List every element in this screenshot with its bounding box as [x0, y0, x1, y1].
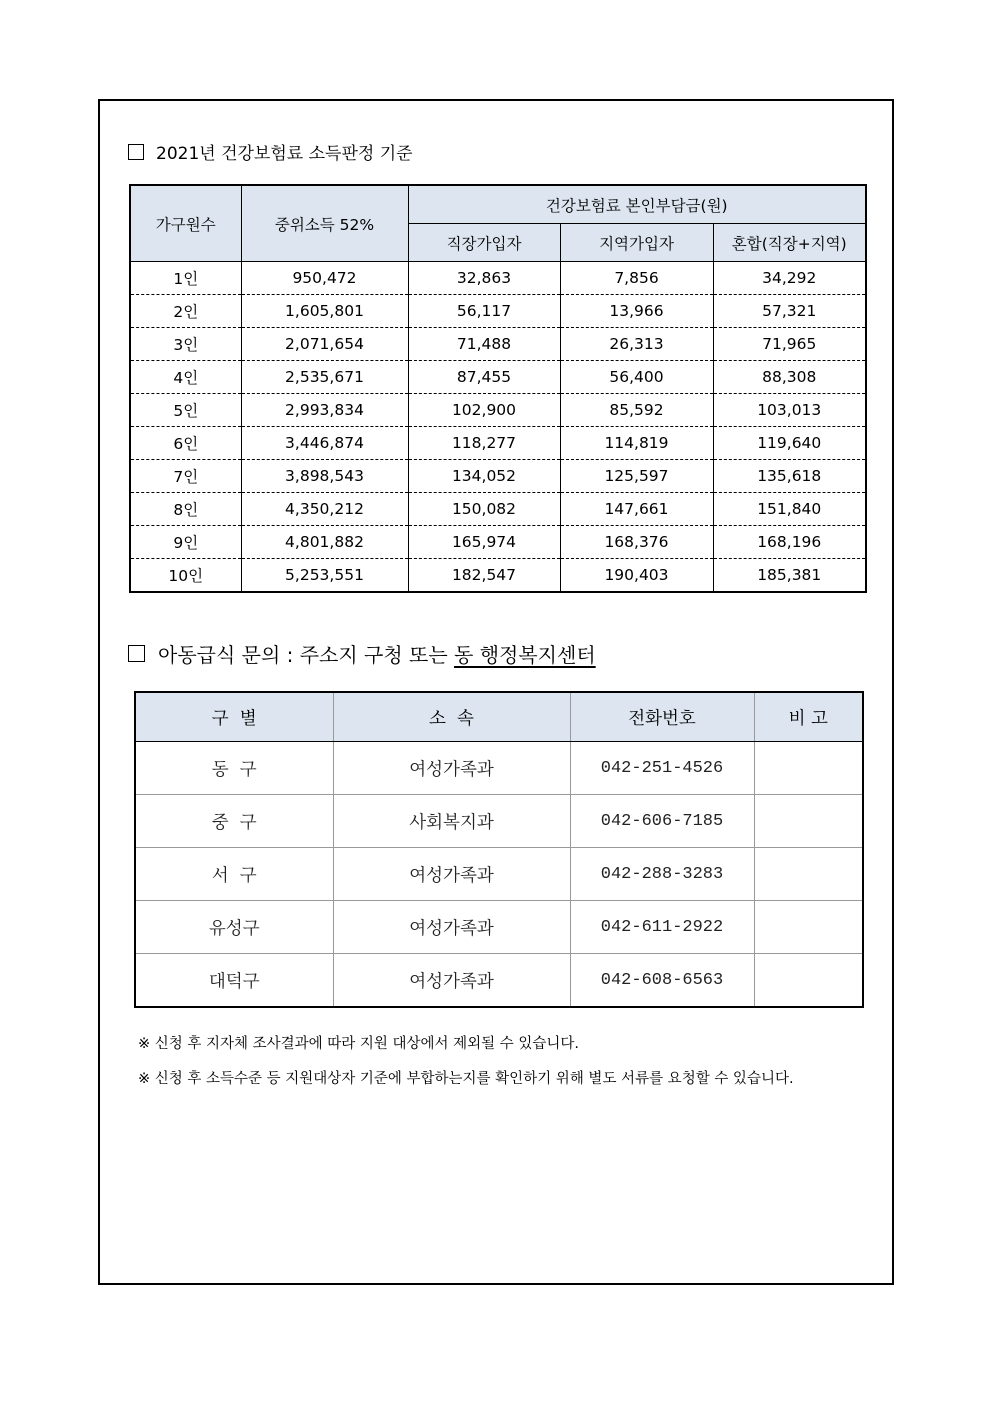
table-row [130, 328, 866, 361]
cell-workplace: 56,117 [408, 295, 560, 328]
cell-mixed: 34,292 [713, 262, 866, 295]
table-row [135, 954, 863, 1008]
header-household: 가구원수 [130, 185, 241, 262]
table-row [135, 901, 863, 954]
table-row [130, 493, 866, 526]
cell-household: 4인 [130, 361, 241, 394]
table-row [130, 262, 866, 295]
cell-household: 8인 [130, 493, 241, 526]
checkbox-square-icon [128, 645, 145, 662]
cell-household: 1인 [130, 262, 241, 295]
cell-workplace: 150,082 [408, 493, 560, 526]
table-row [130, 394, 866, 427]
header-regional: 지역가입자 [560, 224, 713, 262]
cell-mixed: 57,321 [713, 295, 866, 328]
cell-regional: 13,966 [560, 295, 713, 328]
cell-note [754, 901, 863, 954]
cell-household: 3인 [130, 328, 241, 361]
header-mixed: 혼합(직장+지역) [713, 224, 866, 262]
cell-phone: 042-606-7185 [570, 795, 754, 848]
cell-phone: 042-608-6563 [570, 954, 754, 1008]
table-row [130, 526, 866, 559]
cell-median-income: 2,071,654 [241, 328, 408, 361]
cell-mixed: 135,618 [713, 460, 866, 493]
cell-mixed: 71,965 [713, 328, 866, 361]
cell-phone: 042-611-2922 [570, 901, 754, 954]
cell-phone: 042-251-4526 [570, 742, 754, 795]
table-row [135, 795, 863, 848]
cell-mixed: 185,381 [713, 559, 866, 593]
notice-text: ※ 신청 후 지자체 조사결과에 따라 지원 대상에서 제외될 수 있습니다. [138, 1036, 580, 1052]
cell-household: 9인 [130, 526, 241, 559]
cell-note [754, 954, 863, 1008]
cell-workplace: 32,863 [408, 262, 560, 295]
header-district: 구 별 [135, 692, 333, 742]
cell-department: 여성가족과 [333, 901, 570, 954]
cell-workplace: 165,974 [408, 526, 560, 559]
income-criteria-table [129, 184, 867, 593]
cell-regional: 190,403 [560, 559, 713, 593]
cell-median-income: 4,801,882 [241, 526, 408, 559]
cell-mixed: 119,640 [713, 427, 866, 460]
cell-regional: 114,819 [560, 427, 713, 460]
table-row [130, 460, 866, 493]
cell-median-income: 2,993,834 [241, 394, 408, 427]
section-title-prefix: 아동급식 문의 : 주소지 구청 또는 [158, 643, 455, 667]
cell-department: 여성가족과 [333, 742, 570, 795]
table-row [135, 848, 863, 901]
cell-household: 10인 [130, 559, 241, 593]
cell-note [754, 742, 863, 795]
header-median-income: 중위소득 52% [241, 185, 408, 262]
notice-text: ※ 신청 후 소득수준 등 지원대상자 기준에 부합하는지를 확인하기 위해 별도 서류를 요청할 수 있습니다. [138, 1071, 794, 1087]
header-premium-group: 건강보험료 본인부담금(원) [408, 185, 866, 224]
cell-mixed: 151,840 [713, 493, 866, 526]
checkbox-square-icon [128, 144, 144, 160]
table-row [130, 559, 866, 593]
cell-median-income: 1,605,801 [241, 295, 408, 328]
header-phone: 전화번호 [570, 692, 754, 742]
cell-median-income: 5,253,551 [241, 559, 408, 593]
cell-workplace: 102,900 [408, 394, 560, 427]
cell-household: 7인 [130, 460, 241, 493]
cell-district: 대덕구 [135, 954, 333, 1008]
cell-note [754, 848, 863, 901]
cell-regional: 56,400 [560, 361, 713, 394]
cell-regional: 147,661 [560, 493, 713, 526]
header-workplace: 직장가입자 [408, 224, 560, 262]
cell-department: 여성가족과 [333, 848, 570, 901]
header-note: 비 고 [754, 692, 863, 742]
cell-workplace: 118,277 [408, 427, 560, 460]
cell-district: 서 구 [135, 848, 333, 901]
cell-mixed: 168,196 [713, 526, 866, 559]
cell-phone: 042-288-3283 [570, 848, 754, 901]
cell-workplace: 87,455 [408, 361, 560, 394]
cell-household: 2인 [130, 295, 241, 328]
cell-median-income: 2,535,671 [241, 361, 408, 394]
cell-median-income: 3,446,874 [241, 427, 408, 460]
table-row [135, 742, 863, 795]
section-title-contact [128, 639, 596, 668]
cell-regional: 26,313 [560, 328, 713, 361]
cell-mixed: 88,308 [713, 361, 866, 394]
table-row [130, 427, 866, 460]
cell-median-income: 950,472 [241, 262, 408, 295]
cell-regional: 7,856 [560, 262, 713, 295]
cell-workplace: 71,488 [408, 328, 560, 361]
cell-department: 사회복지과 [333, 795, 570, 848]
table-row [130, 361, 866, 394]
cell-household: 5인 [130, 394, 241, 427]
header-department: 소 속 [333, 692, 570, 742]
cell-department: 여성가족과 [333, 954, 570, 1008]
cell-mixed: 103,013 [713, 394, 866, 427]
cell-workplace: 134,052 [408, 460, 560, 493]
section-title-underlined: 동 행정복지센터 [454, 643, 596, 667]
cell-regional: 125,597 [560, 460, 713, 493]
cell-regional: 168,376 [560, 526, 713, 559]
cell-median-income: 4,350,212 [241, 493, 408, 526]
contact-table [134, 691, 864, 1008]
cell-note [754, 795, 863, 848]
cell-district: 동 구 [135, 742, 333, 795]
cell-regional: 85,592 [560, 394, 713, 427]
section-title-text: 2021년 건강보험료 소득판정 기준 [156, 144, 413, 164]
cell-district: 중 구 [135, 795, 333, 848]
cell-household: 6인 [130, 427, 241, 460]
cell-district: 유성구 [135, 901, 333, 954]
section-title-income [128, 139, 413, 164]
table-row [130, 295, 866, 328]
cell-median-income: 3,898,543 [241, 460, 408, 493]
cell-workplace: 182,547 [408, 559, 560, 593]
